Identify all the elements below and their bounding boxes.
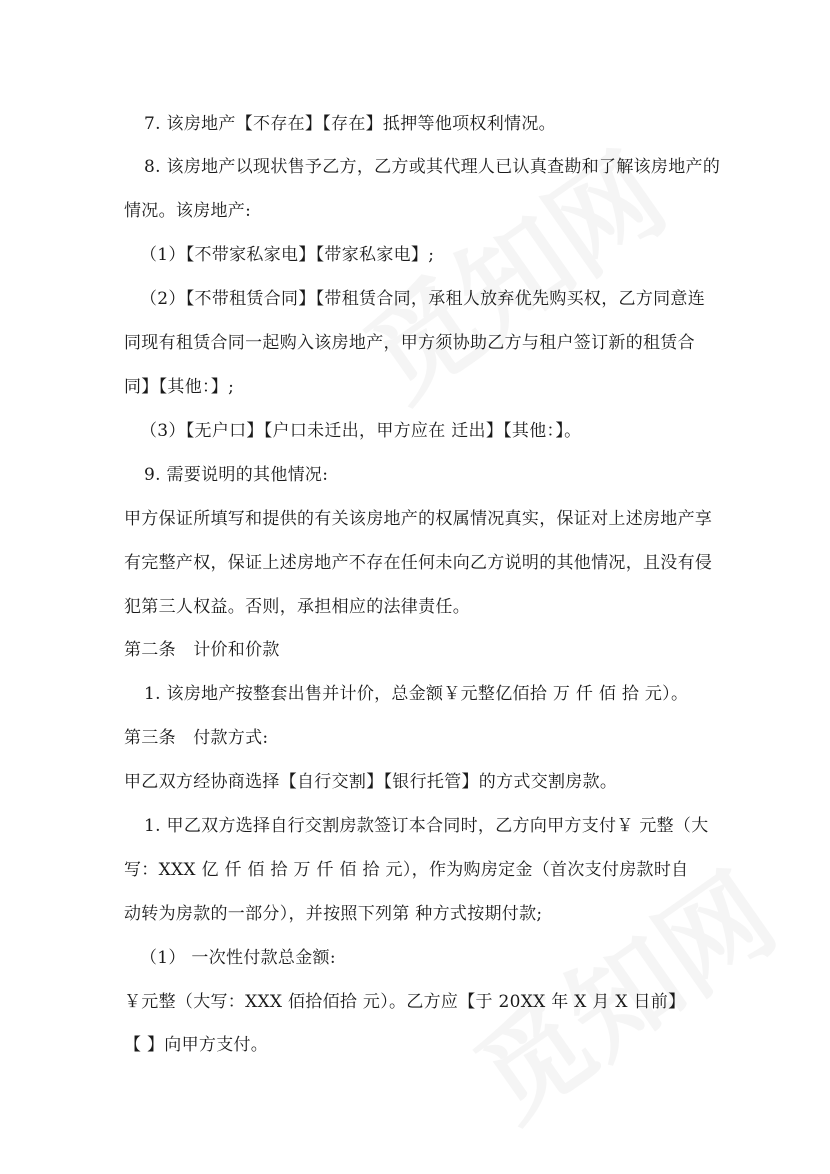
item-2-lease-cont: 同现有租赁合同一起购入该房地产，甲方须协助乙方与租户签订新的租赁合	[124, 333, 695, 353]
guarantee-paragraph-end: 犯第三人权益。否则，承担相应的法律责任。	[124, 597, 470, 617]
item-2-lease: （2）【不带租赁合同】【带租赁合同，承租人放弃优先购买权，乙方同意连	[140, 289, 706, 309]
item-2-lease-end: 同】【其他：】;	[124, 377, 235, 397]
guarantee-paragraph-cont: 有完整产权，保证上述房地产不存在任何未向乙方说明的其他情况，且没有侵	[124, 553, 713, 573]
clause-7: 7. 该房地产【不存在】【存在】抵押等他项权利情况。	[144, 114, 556, 134]
article-2-price: 1. 该房地产按整套出售并计价，总金额￥元整亿佰拾 万 仟 佰 拾 元）。	[144, 684, 689, 704]
payment-clause-1: 1. 甲乙双方选择自行交割房款签订本合同时，乙方向甲方支付￥ 元整（大	[144, 816, 709, 836]
clause-8-cont: 情况。该房地产:	[124, 201, 252, 221]
clause-8: 8. 该房地产以现状售予乙方，乙方或其代理人已认真查勘和了解该房地产的	[144, 157, 721, 177]
lump-sum-end: 【 】向甲方支付。	[124, 1035, 269, 1055]
payment-clause-1-end: 动转为房款的一部分），并按照下列第 种方式按期付款;	[124, 904, 543, 924]
item-3-household: （3）【无户口】【户口未迁出，甲方应在 迁出】【其他：】。	[140, 421, 582, 441]
lump-sum-heading: （1） 一次性付款总金额:	[140, 948, 336, 968]
payment-clause-1-cont: 写：XXX 亿 仟 佰 拾 万 仟 佰 拾 元），作为购房定金（首次支付房款时自	[124, 860, 689, 880]
clause-9: 9. 需要说明的其他情况:	[144, 465, 329, 485]
payment-method: 甲乙双方经协商选择【自行交割】【银行托管】的方式交割房款。	[124, 772, 618, 792]
article-3-heading: 第三条 付款方式:	[124, 728, 269, 748]
guarantee-paragraph: 甲方保证所填写和提供的有关该房地产的权属情况真实，保证对上述房地产享	[124, 509, 713, 529]
article-2-heading: 第二条 计价和价款	[124, 640, 280, 660]
lump-sum-amount: ￥元整（大写：XXX 佰拾佰拾 元）。乙方应【于 20XX 年 X 月 X 日前】	[124, 992, 686, 1012]
item-1-appliances: （1）【不带家私家电】【带家私家电】;	[140, 245, 435, 265]
